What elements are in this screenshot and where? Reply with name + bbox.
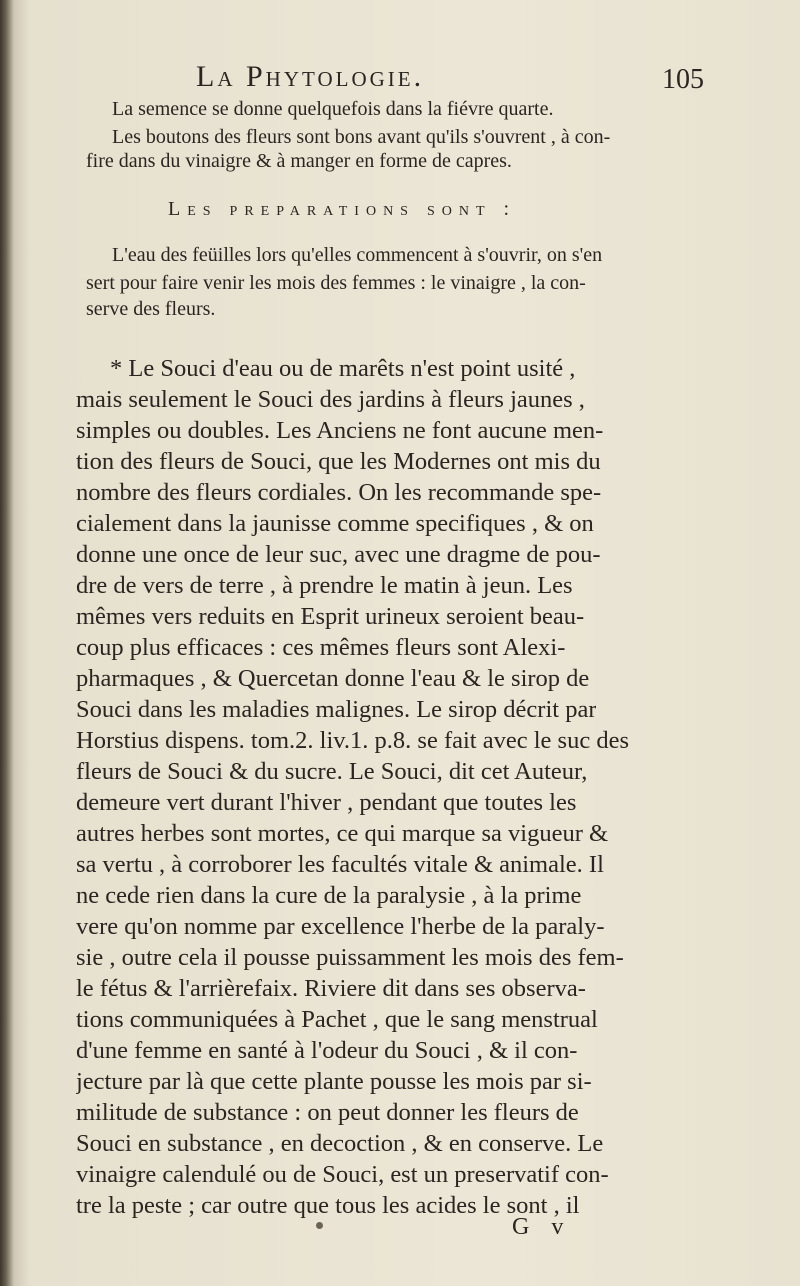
text-line: coup plus efficaces : ces mêmes fleurs sont Alexi- xyxy=(76,634,566,661)
ink-dot xyxy=(316,1222,323,1229)
running-title: La Phytologie. xyxy=(196,60,425,93)
text-line: donne une once de leur suc, avec une dragme de pou- xyxy=(76,541,601,568)
text-line: tion des fleurs de Souci, que les Modernes ont mis du xyxy=(76,448,601,475)
text-line: L'eau des feüilles lors qu'elles commencent à s'ouvrir, on s'en xyxy=(112,244,603,266)
text-line: sie , outre cela il pousse puissamment les mois des fem- xyxy=(76,944,624,971)
text-line: autres herbes sont mortes, ce qui marque sa vigueur & xyxy=(76,820,609,847)
text-line: mêmes vers reduits en Esprit urineux seroient beau- xyxy=(76,603,585,630)
text-line: cialement dans la jaunisse comme specifiques , & on xyxy=(76,510,594,537)
text-line: vere qu'on nomme par excellence l'herbe de la paraly- xyxy=(76,913,605,940)
text-line: militude de substance : on peut donner les fleurs de xyxy=(76,1099,579,1126)
text-line: La semence se donne quelquefois dans la fiévre quarte. xyxy=(112,98,554,120)
text-line: tions communiquées à Pachet , que le sang menstrual xyxy=(76,1006,598,1033)
section-heading: Les preparations sont : xyxy=(168,198,517,220)
text-line: pharmaques , & Quercetan donne l'eau & le sirop de xyxy=(76,665,590,692)
text-line: tre la peste ; car outre que tous les acides le sont , il xyxy=(76,1192,580,1219)
text-line: Les boutons des fleurs sont bons avant qu'ils s'ouvrent , à con- xyxy=(112,126,611,148)
text-line: sa vertu , à corroborer les facultés vitale & animale. Il xyxy=(76,851,604,878)
text-line: ne cede rien dans la cure de la paralysie , à la prime xyxy=(76,882,582,909)
text-line: Souci dans les maladies malignes. Le sirop décrit par xyxy=(76,696,597,723)
page-header xyxy=(0,60,800,100)
text-line: demeure vert durant l'hiver , pendant que toutes les xyxy=(76,789,577,816)
text-line: sert pour faire venir les mois des femmes : le vinaigre , la con- xyxy=(86,272,586,294)
text-line: vinaigre calendulé ou de Souci, est un preservatif con- xyxy=(76,1161,609,1188)
text-line: serve des fleurs. xyxy=(86,298,216,320)
text-line: dre de vers de terre , à prendre le matin à jeun. Les xyxy=(76,572,573,599)
signature-mark: G v xyxy=(512,1214,572,1240)
text-line: mais seulement le Souci des jardins à fleurs jaunes , xyxy=(76,386,585,413)
text-line: nombre des fleurs cordiales. On les recommande spe- xyxy=(76,479,602,506)
text-line: * Le Souci d'eau ou de marêts n'est point usité , xyxy=(110,355,576,382)
text-line: fire dans du vinaigre & à manger en forme de capres. xyxy=(86,150,512,172)
text-line: fleurs de Souci & du sucre. Le Souci, dit cet Auteur, xyxy=(76,758,588,785)
text-line: simples ou doubles. Les Anciens ne font aucune men- xyxy=(76,417,604,444)
text-line: d'une femme en santé à l'odeur du Souci , & il con- xyxy=(76,1037,578,1064)
text-line: Horstius dispens. tom.2. liv.1. p.8. se fait avec le suc des xyxy=(76,727,629,754)
text-line: jecture par là que cette plante pousse les mois par si- xyxy=(76,1068,592,1095)
page-number: 105 xyxy=(662,64,704,95)
text-line: Souci en substance , en decoction , & en conserve. Le xyxy=(76,1130,604,1157)
text-line: le fétus & l'arrièrefaix. Riviere dit dans ses observa- xyxy=(76,975,586,1002)
